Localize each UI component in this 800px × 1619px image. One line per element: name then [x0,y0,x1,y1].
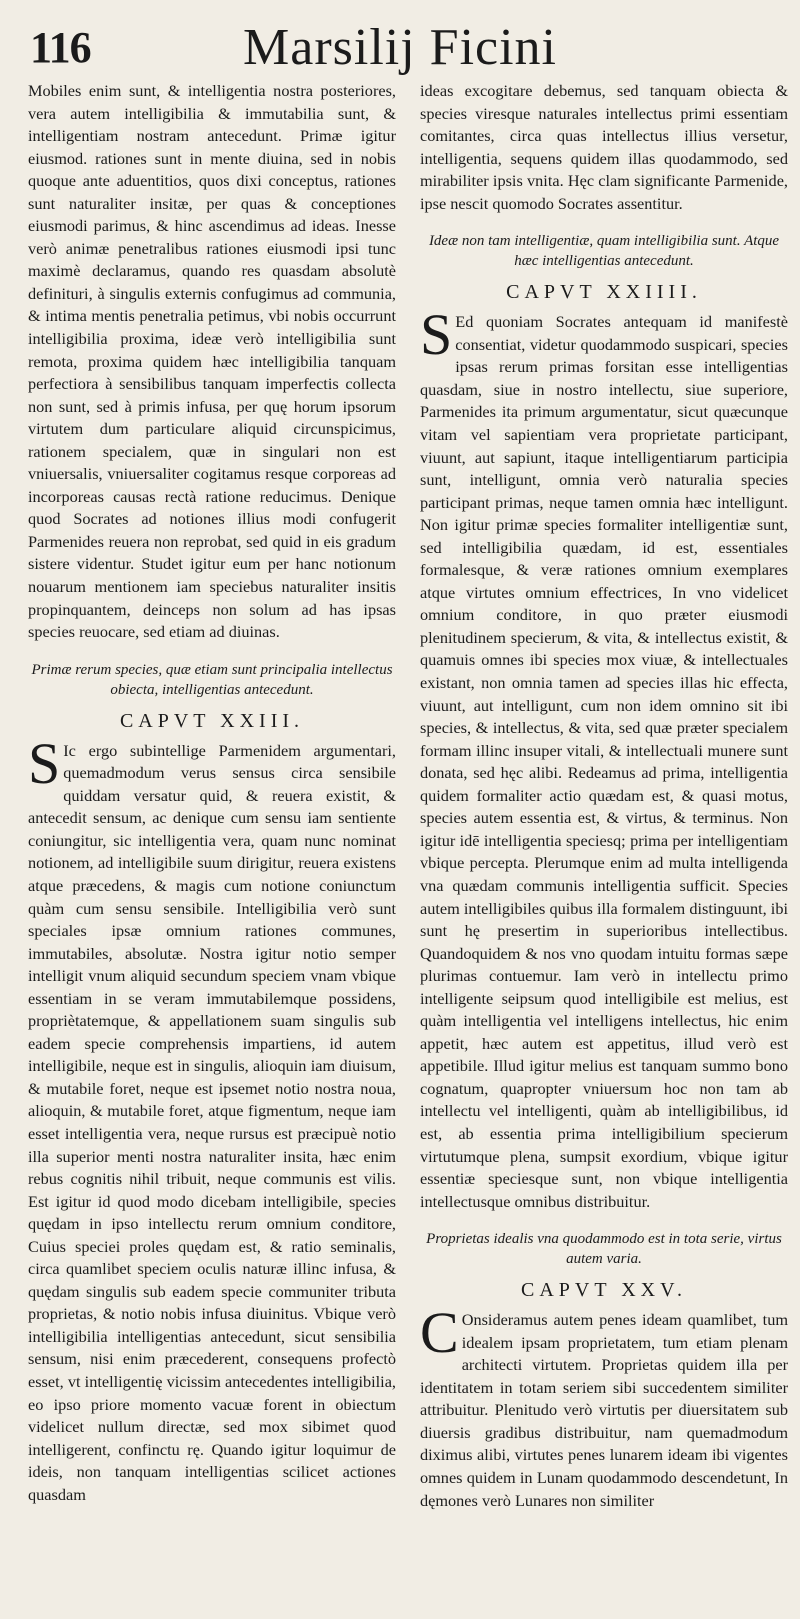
running-head [0,18,800,78]
running-title: Marsilij Ficini [243,19,557,76]
chapter-23-paragraph [28,730,396,1507]
paragraph-right-2: Ed quoniam Socrates antequam id manifestè consentiat, videtur quodammodo suspicari, species ipsas rerum primas forsitan esse intelligentias quasdam, siue in nostro intellectu, siue superiore, Parmenides ita primum argumentatur, sicut quæcunque vitam vel sapientiam vera proprietate participant, viuunt, aut sapiunt, itaque intelligentiarum participia sunt, intelligunt, omnia verò naturalia species participant primas, neque tamen omnia hæc intelligunt. Non igitur primæ species formaliter intelligentiæ sunt, sed intelligibilia quædam, id est, essentiales formalesque, & veræ rationes omnium exemplares atque virtutes omnium effectrices, In vno videlicet omnium conditore, in quo præter eiusmodi plenitudinem specierum, & vita, & intellectus existit, & quamuis omnes ibi species mox viuæ, & intellectuales existant, non omnia tamen ad species illas hic effecta, viuunt, aut intelligunt, cum non idem omnino sit ibi species, & intellectus, & vita, sed quæ præter specialem formam illinc insuper vitali, & intellectuali munere sunt donata, sed hęc alibi. Redeamus ad prima, intelligentia quidem formaliter actio quædam est, & quasi motus, species autem essentia est, & virtus, & terminus. Non igitur idē intelligentia speciesq; prima per intelligentiam vbique percepta. Plerumque enim ad multa intelligenda vna quædam communis intelligentia sufficit. Species autem intelligibiles quibus illa formalem distinguunt, ibi sunt hę presertim in superioribus intellectibus. Quandoquidem & nos vno quodam intuitu formas sæpe plurimas contuemur. Iam verò in intellectu primo intelligente seipsum quod intelligibile est melius, est quàm intelligentia vel intelligens intellectus, hic enim appetit, hæc autem est appetitus, illud verò est appetibile. Illud igitur melius est tanquam summo bono cognatum, quapropter vniuersum hoc non tam ab intellectu vel intelligenti, quàm ab intelligibilibus, id est, ab essentia prima intelligibilium specierum virtutumque plena, sumpsit exordium, vbique igitur essentiæ speciesque sunt, non vbique intelligentia intellectusque omnibus distribuitur. [420,312,788,1211]
chapter-heading-23: CAPVT XXIII. [119,709,305,732]
paragraph-left-1: Mobiles enim sunt, & intelligentia nostra posteriores, vera autem intelligibilia & immutabilia sunt, & intelligentiam nostram antecedunt. Primæ igitur eiusmod. rationes sunt in mente diuina, sed in nobis quoque ante aduentitios, quos dixi conceptus, rationes sunt naturaliter insitæ, per quas & conceptiones eiusmodi parimus, & hinc ascendimus ad ideas. Inesse verò animæ penetralibus rationes eiusmodi ipsi tunc maximè declaramus, quando res quasdam absolutè definituri, à singulis externis confugimus ad communia, & intima mentis penetralia petimus, vbi nobis occurrunt intelligibilia proxima, ideæ verò intelligibilia sunt remota, proxima quidem hæc intelligibilia tanquam perfectiora à sensibilibus tanquam imperfectis collecta non sunt, sed à primis infusa, per quę horum ipsorum virtutem dum particulare aliquid circunspicimus, rationem specialem, quæ in singulari non est vniuersalis, vniuersaliter cogitamus resque corporeas ad incorporeas causas rectà ratione reducimus. Denique quod Socrates ad notiones illius modi confugerit Parmenides reuera non reprobat, sed quid in eis gradum sistere videntur. Studet igitur eum per hanc notionum nouarum mentionem iam speciebus naturaliter insitis propinquantem, deinceps non solum ad has ipsas species reuocare, sed etiam ad diuinas. [28,81,396,642]
chapter-24-paragraph [420,302,788,1213]
right-column [420,80,788,1512]
dropcap-24: S [420,302,453,368]
paragraph-right-3: Onsideramus autem penes ideam quamlibet, tum idealem ipsam proprietatem, tum etiam plenam architecti virtutem. Proprietas quidem illa per identitatem in totam seriem sibi succedentem similiter attribuitur. Plenitudo verò virtutis per diuersitatem sub diuersis gradibus distribuitur, nam quemadmodum diximus alibi, virtutes penes lunarem ideam ibi vigentes omnes quidem in Lunam quodammodo descendetunt, In dęmones verò Lunares non similiter [420,1310,788,1510]
chapter-heading-25: CAPVT XXV. [521,1279,687,1302]
paragraph-left-2: Ic ergo subintellige Parmenidem argumentari, quemadmodum verus sensus circa sensibile quiddam versatur quid, & reuera existit, & antecedit sensum, ac denique cum sensu iam sentiente coniungitur, sic intelligentia vera, quam nunc nominat notionem, ad intelligibile suum dirigitur, reuera existens atque præcedens, & magis cum notione coniunctum quàm cum sensu sensibile. Intelligibilia verò sunt speciales ipsæ omnium rationes communes, immutabiles, absolutæ. Nostra igitur notio semper intelligit vnum aliquid secundum speciem vnam vbique essentiam in se veram immutabilemque possidens, propriètatemque, & appellationem suam singulis sub eadem specie comprehensis impartiens, id autem intelligibile, neque est in singulis, alioquin iam diuisum, & mutabile foret, neque est ipsemet notio nostra noua, alioquin, & mutabile foret, atque figmentum, neque iam esset intelligentia vera, neque rursus est præcipuè notio illa superior menti nostra naturaliter insita, hæc enim rebus cognitis nihil tribuit, neque communis est vilis. Est igitur id quod modo dicebam intelligibile, species quędam in ipso intellectu rerum omnium conditore, Cuius speciei proles quędam est, & ratio seminalis, circa quamlibet speciem oculis naturæ illinc infusa, & quędam singulis sub eadem specie communiter tributa proprietas, & notio nobis infusa diuinitus. Vbique verò intelligibilia intelligentias antecedunt, sicut sensibilia sensum, nisi enim præcederent, consequens profectò esset, vt intelligentię vicissim antecedentes intelligibilia, eo ipso priore momento vacuæ forent in obiectum videlicet nullum directæ, sed mox sibimet quod intelligerent, confinctu rę. Quando igitur loquimur de ideis, non tanquam intelligentias scilicet actiones quasdam [28,740,396,1504]
left-column [28,80,396,1506]
dropcap-23: S [28,730,61,796]
chapter-summary-23: Primæ rerum species, quæ etiam sunt principalia intellectus obiecta, intelligentias antecedunt. [31,661,393,698]
chapter-summary-25: Proprietas idealis vna quodammodo est in tota serie, virtus autem varia. [426,1231,782,1268]
chapter-heading-24: CAPVT XXIIII. [506,281,702,304]
chapter-summary-24: Ideæ non tam intelligentiæ, quam intelligibilia sunt. Atque hæc intelligentias antecedunt. [428,233,780,270]
dropcap-25: C [420,1300,459,1366]
chapter-25-paragraph [420,1300,788,1512]
paragraph-right-1: ideas excogitare debemus, sed tanquam obiecta & species viresque naturales intellectus primi essentiam comitantes, circa quas intellectus illius versetur, intelligentia, sequens quidem illas quodammodo, sed mirabiliter ipsis vnita. Hęc clam significante Parmenide, ipse nescit quomodo Socrates assentitur. [420,81,788,213]
page-number: 116 [30,23,91,72]
